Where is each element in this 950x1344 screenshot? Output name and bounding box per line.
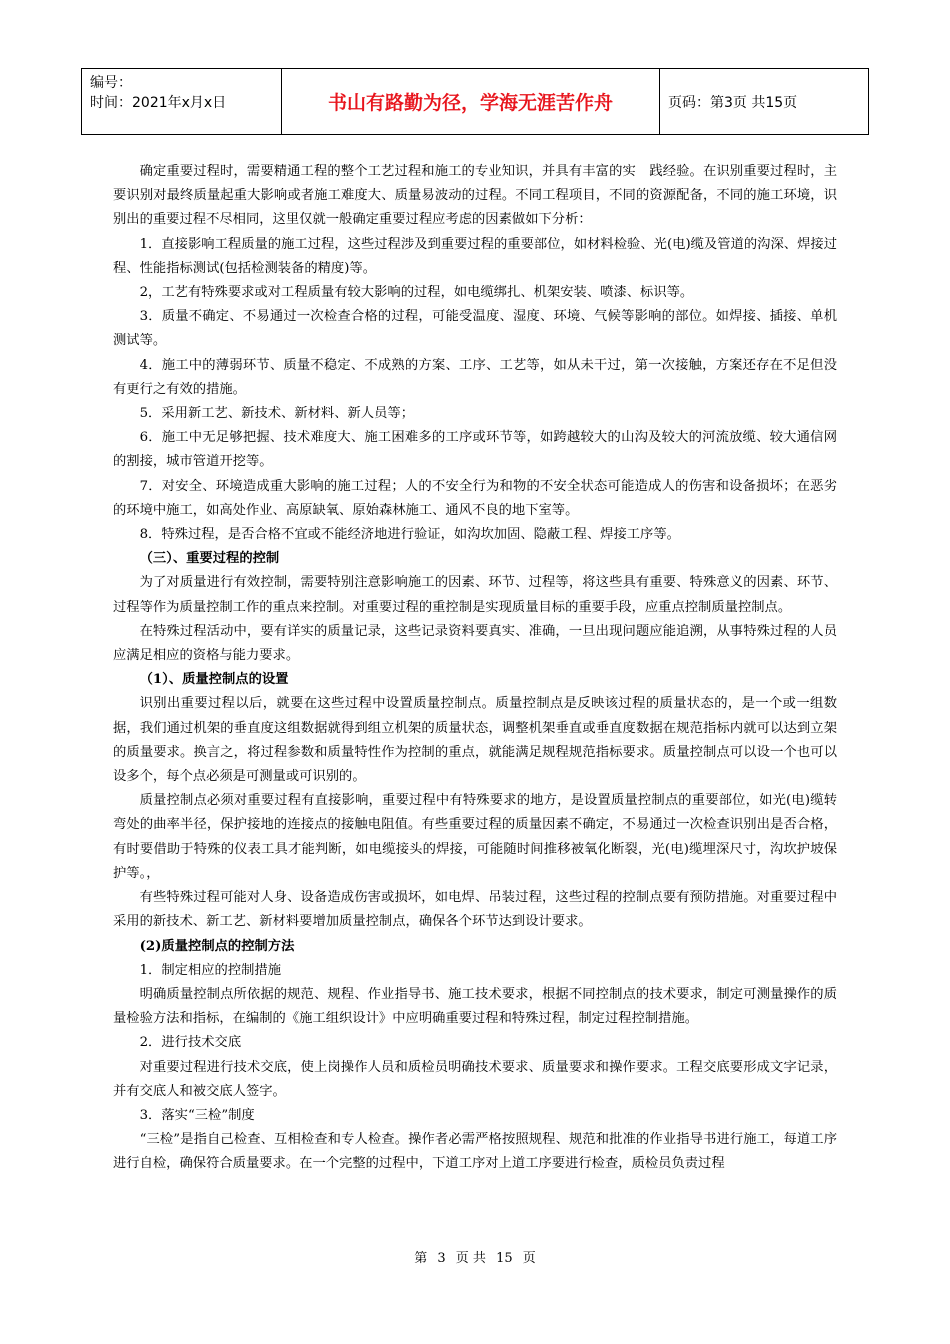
paragraph: 7．对安全、环境造成重大影响的施工过程；人的不安全行为和物的不安全状态可能造成人的伤害和设备损坏；在恶劣的环境中施工，如高处作业、高原缺氧、原始森林施工、通风不良的地下室等。: [113, 478, 837, 518]
footer-current-page: 3: [437, 1251, 446, 1266]
footer-suffix: 页: [522, 1251, 536, 1266]
footer-total-pages: 15: [496, 1251, 513, 1266]
header-page-info: 页码：第3页 共15页: [668, 94, 798, 111]
paragraph: 4．施工中的薄弱环节、质量不稳定、不成熟的方案、工序、工艺等，如从未干过，第一次接触，方案还存在不足但没有更行之有效的措施。: [113, 357, 837, 397]
paragraph: 2．进行技术交底: [139, 1035, 242, 1051]
paragraph: 2，工艺有特殊要求或对工程质量有较大影响的过程，如电缆绑扎、机架安装、喷漆、标识等。: [139, 285, 694, 301]
paragraph: 1．直接影响工程质量的施工过程，这些过程涉及到重要过程的重要部位，如材料检验、光(电)缆及管道的沟深、焊接过程、性能指标测试(包括检测装备的精度)等。: [113, 236, 837, 276]
paragraph: 在特殊过程活动中，要有详实的质量记录，这些记录资料要真实、准确，一旦出现问题应能追溯，从事特殊过程的人员应满足相应的资格与能力要求。: [113, 623, 837, 664]
paragraph: 明确质量控制点所依据的规范、规程、作业指导书、施工技术要求，根据不同控制点的技术要求，制定可测量操作的质量检验方法和指标，在编制的《施工组织设计》中应明确重要过程和特殊过程，制定过程控制措施。: [113, 986, 837, 1027]
section-heading: （1）、质量控制点的设置: [139, 672, 289, 688]
paragraph: “三检”是指自己检查、互相检查和专人检查。操作者必需严格按照规程、规范和批准的作业指导书进行施工，每道工序进行自检，确保符合质量要求。在一个完整的过程中，下道工序对上道工序要进行检查，质检员负责过程: [113, 1132, 837, 1172]
header-motto-cell: [282, 69, 660, 134]
header-motto: 书山有路勤为径，学海无涯苦作舟: [327, 92, 613, 114]
paragraph: 有些特殊过程可能对人身、设备造成伤害或损坏，如电焊、吊装过程，这些过程的控制点要有预防措施。对重要过程中采用的新技术、新工艺、新材料要增加质量控制点，确保各个环节达到设计要求。: [113, 890, 837, 930]
header-page-cell: [660, 69, 868, 134]
document-date: 时间：2021年x月x日: [90, 95, 227, 111]
paragraph: 3．落实“三检”制度: [139, 1107, 255, 1123]
section-heading: (2)质量控制点的控制方法: [139, 938, 295, 954]
footer-middle: 页 共: [455, 1251, 486, 1266]
document-body: [113, 160, 837, 1177]
paragraph: 6．施工中无足够把握、技术难度大、施工困难多的工序或环节等，如跨越较大的山沟及较大的河流放缆、较大通信网的割接，城市管道开挖等。: [113, 430, 837, 470]
footer-prefix: 第: [414, 1251, 428, 1266]
paragraph: 8．特殊过程，是否合格不宜或不能经济地进行验证，如沟坎加固、隐蔽工程、焊接工序等。: [139, 527, 680, 543]
page-header: [81, 68, 869, 135]
paragraph: 5．采用新工艺、新技术、新材料、新人员等；: [139, 406, 414, 422]
paragraph: 1．制定相应的控制措施: [139, 962, 282, 978]
paragraph: 3．质量不确定、不易通过一次检查合格的过程，可能受温度、湿度、环境、气候等影响的部位。如焊接、插接、单机测试等。: [113, 309, 837, 349]
document-number-label: 编号：: [90, 75, 132, 91]
section-heading: （三）、重要过程的控制: [139, 551, 280, 567]
paragraph: 对重要过程进行技术交底，使上岗操作人员和质检员明确技术要求、质量要求和操作要求。工程交底要形成文字记录，并有交底人和被交底人签字。: [113, 1059, 837, 1099]
header-left-cell: [82, 69, 282, 134]
paragraph: 质量控制点必须对重要过程有直接影响，重要过程中有特殊要求的地方，是设置质量控制点的重要部位，如光(电)缆转弯处的曲率半径，保护接地的连接点的接触电阻值。有些重要过程的质量因素不确定，不易通过一次检查识别出是否合格，有时要借助于特殊的仪表工具才能判断，如电缆接头的焊接，可能随时间推移被氧化断裂，光(电)缆埋深尺寸，沟坎护坡保护等。，: [113, 793, 837, 881]
paragraph: 确定重要过程时，需要精通工程的整个工艺过程和施工的专业知识，并具有丰富的实 践经验。在识别重要过程时，主要识别对最终质量起重大影响或者施工难度大、质量易波动的过程。不同工程项目，不同的资源配备，不同的施工环境，识别出的重要过程不尽相同，这里仅就一般确定重要过程应考虑的因素做如下分析：: [113, 164, 837, 228]
paragraph: 识别出重要过程以后，就要在这些过程中设置质量控制点。质量控制点是反映该过程的质量状态的，是一个或一组数据，我们通过机架的垂直度这组数据就得到组立机架的质量状态，调整机架垂直或垂直度数据在规范指标内就可以达到立架的质量要求。换言之，将过程参数和质量特性作为控制的重点，就能满足规程规范指标要求。质量控制点可以设一个也可以设多个，每个点必须是可测量或可识别的。: [113, 696, 837, 785]
page-footer: [0, 1247, 950, 1266]
paragraph: 为了对质量进行有效控制，需要特别注意影响施工的因素、环节、过程等，将这些具有重要、特殊意义的因素、环节、过程等作为质量控制工作的重点来控制。对重要过程的重控制是实现质量目标的重要手段，应重点控制质量控制点。: [113, 575, 837, 615]
